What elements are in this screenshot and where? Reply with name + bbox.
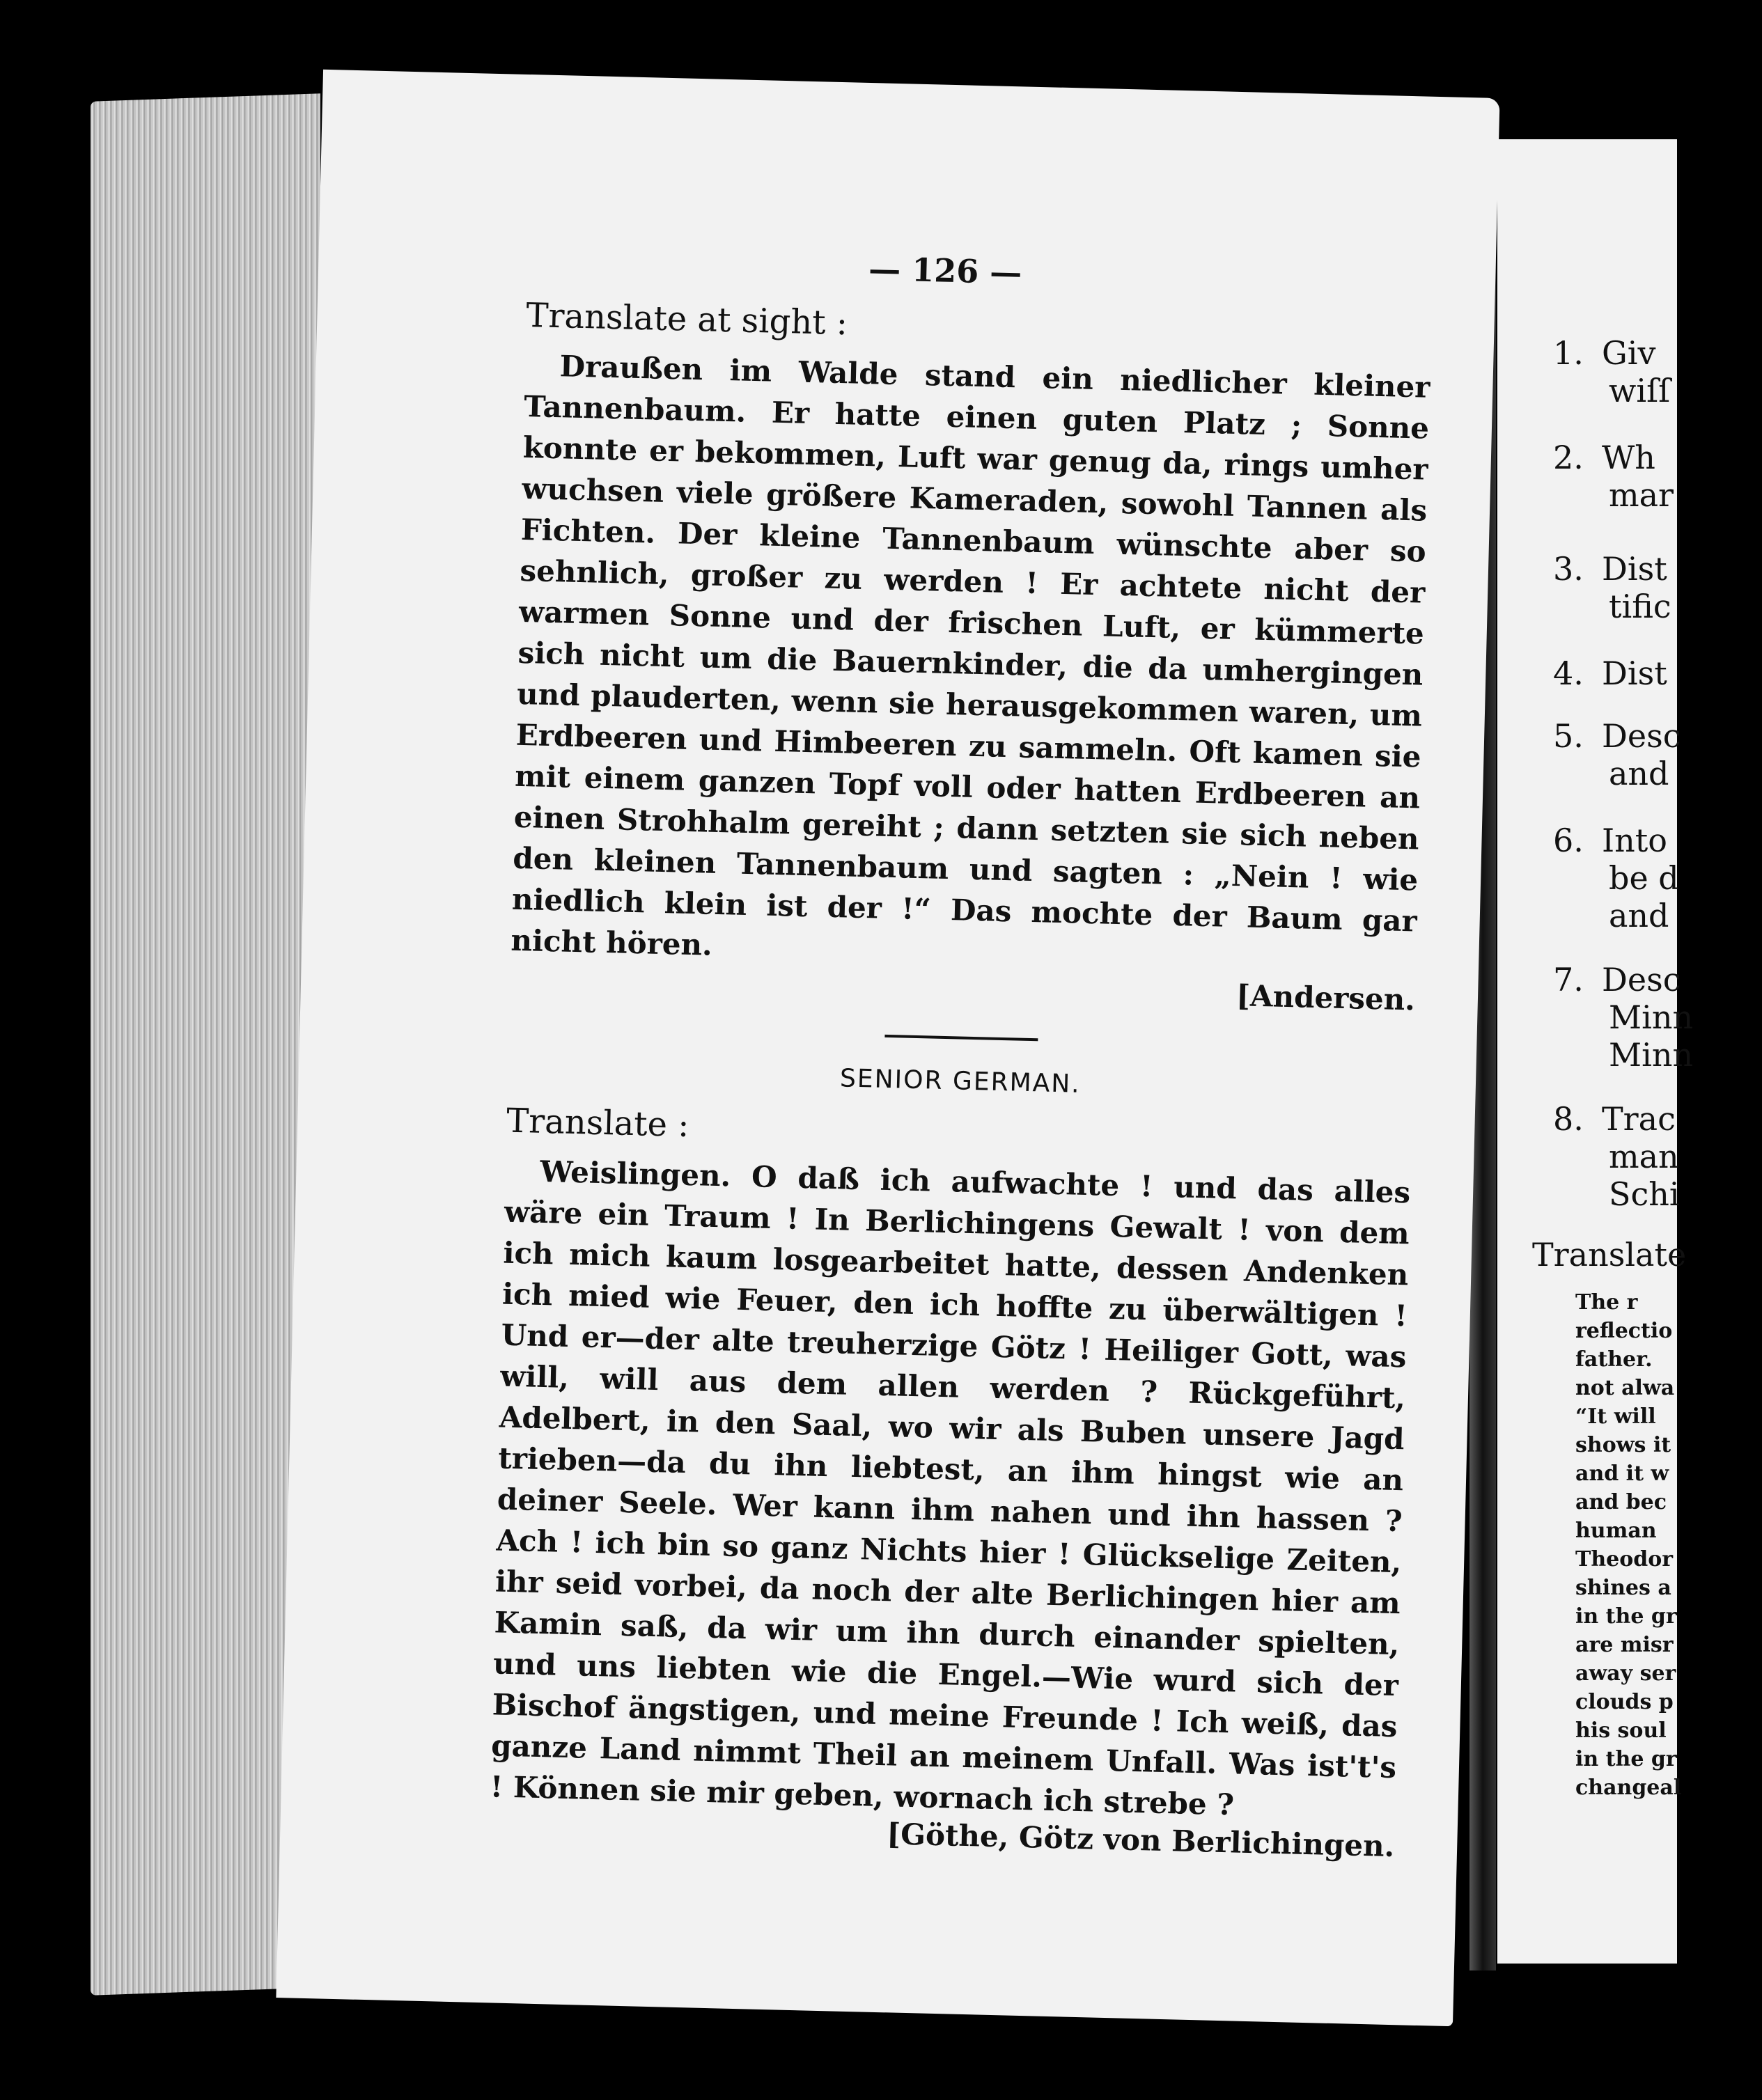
question-item: 2. Wh mar [1553, 439, 1674, 514]
passage-line: father. [1575, 1347, 1653, 1372]
passage-line: not alwa [1575, 1376, 1675, 1400]
section-divider [884, 1035, 1038, 1041]
section-heading: Translate at sight : [525, 296, 848, 343]
right-page-passage [1575, 1288, 1681, 1802]
right-page-heading: Translate [1532, 1236, 1687, 1274]
question-item: 7. Desc Minn Minn [1553, 961, 1694, 1074]
passage-line: in the gr [1575, 1604, 1677, 1629]
passage-line: “It will [1575, 1404, 1656, 1429]
left-page [276, 70, 1499, 2026]
question-item: 4. Dist [1553, 655, 1667, 692]
question-item: 6. Into be d and [1553, 822, 1679, 934]
passage-line: his soul [1575, 1718, 1667, 1743]
passage-line: are misr [1575, 1633, 1674, 1657]
passage-line: Theodor [1575, 1547, 1674, 1572]
goethe-attribution: [Göthe, Götz von Berlichingen. [886, 1817, 1395, 1864]
passage-line: The r [1575, 1290, 1638, 1315]
left-page-content [489, 242, 1433, 1863]
andersen-attribution: [Andersen. [1235, 978, 1416, 1017]
translate-heading: Translate : [506, 1101, 690, 1145]
passage-line: in the gr [1575, 1747, 1677, 1771]
passage-line: human [1575, 1519, 1657, 1543]
question-item: 1. Giv wiſſ [1553, 334, 1671, 409]
senior-german-title: SENIOR GERMAN. [839, 1064, 1082, 1099]
passage-line: shows it [1575, 1433, 1671, 1457]
passage-line: clouds p [1575, 1690, 1674, 1714]
page-number: — 126 — [868, 249, 1022, 292]
question-item: 3. Dist tific [1553, 550, 1671, 625]
andersen-passage: Draußen im Walde stand ein niedlicher kleiner Tannenbaum. Er hatte einen guten Platz ; Sonne konnte er bekommen, Luft war genug da, rings umher wuchsen viele größere Kameraden, sowohl Tannen als Fichten. Der kleine Tannenbaum wünschte aber so sehnlich, großer zu werden ! Er achtete nicht der warmen Sonne und der frischen Luft, er kümmerte sich nicht um die Bauernkinder, die da umhergingen und plauderten, wenn sie herausgekommen waren, um Erdbeeren und Himbeeren zu sammeln. Oft kamen sie mit einem ganzen Topf voll oder hatten Erdbeeren an einen Strohhalm gereiht ; dann setzten sie sich neben den kleinen Tannenbaum und sagten : „Nein ! wie niedlich klein ist der !“ Das mochte der Baum gar nicht hören. [510, 349, 1431, 962]
passage-line: and it w [1575, 1462, 1669, 1486]
passage-line: reflectio [1575, 1319, 1673, 1343]
passage-line: shines a [1575, 1576, 1671, 1600]
passage-line: changeal [1575, 1776, 1682, 1800]
question-item: 8. Trac man Schi [1553, 1100, 1680, 1213]
passage-line: away ser [1575, 1661, 1676, 1686]
goethe-passage: Weislingen. O daß ich aufwachte ! und das alles wäre ein Traum ! In Berlichingens Gewalt ! von dem ich mich kaum losgearbeitet hatte, dessen Andenken ich mied wie Feuer, den ich hoffte zu überwältigen ! Und er—der alte treuherzige Götz ! Heiliger Gott, was will, will aus dem allen werden ? Rückgeführt, Adelbert, in den Saal, wo wir als Buben unsere Jagd trieben—da du ihn liebtest, an ihm hingst wie an deiner Seele. Wer kann ihm nahen und ihn hassen ? Ach ! ich bin so ganz Nichts hier ! Glückselige Zeiten, ihr seid vorbei, da noch der alte Berlichingen hier am Kamin saß, da wir um ihn durch einander spielten, und uns liebten wie die Engel.—Wie wurd sich der Bischof ängstigen, und meine Freunde ! Ich weiß, das ganze Land nimmt Theil an meinem Unfall. Was ist't's ! Können sie mir geben, wornach ich strebe ? [490, 1154, 1411, 1822]
question-item: 5. Desc and [1553, 717, 1681, 792]
passage-line: and bec [1575, 1490, 1667, 1514]
